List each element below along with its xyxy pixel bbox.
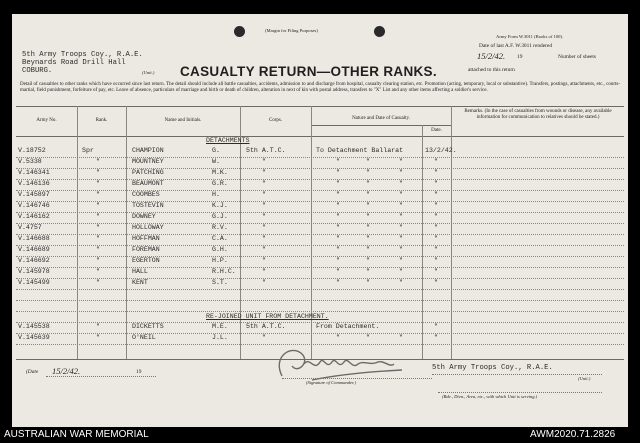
archive-caption-bar <box>0 427 640 443</box>
army-no-cell: V.145978 <box>18 268 50 275</box>
rank-cell: " <box>96 213 100 220</box>
initials-cell: W. <box>212 158 220 165</box>
unit-line: 5th Army Troops Coy., R.A.E. <box>22 51 143 59</box>
ditto-mark: " <box>399 279 403 286</box>
col-rank: Rank. <box>95 118 108 123</box>
rank-cell: Spr <box>82 147 94 154</box>
initials-cell: J.L. <box>212 334 228 341</box>
archive-id: AWM2020.71.2826 <box>530 429 616 440</box>
ditto-mark: " <box>366 279 370 286</box>
signature-caption: (Signature of Commander.) <box>306 380 356 385</box>
corps-cell: " <box>262 213 266 220</box>
date-cell: " <box>434 268 438 275</box>
rank-cell: " <box>96 180 100 187</box>
col-nature: Nature and Date of Casualty. <box>352 116 410 121</box>
nature-cell: " <box>336 191 340 198</box>
ditto-mark: " <box>366 334 370 341</box>
col-army-no: Army No. <box>36 118 57 123</box>
initials-cell: G.J. <box>212 213 228 220</box>
rank-cell: " <box>96 202 100 209</box>
surname-cell: EGERTON <box>132 257 160 264</box>
nature-cell: " <box>336 279 340 286</box>
ditto-mark: " <box>366 224 370 231</box>
nature-cell: " <box>336 169 340 176</box>
rank-cell: " <box>96 158 100 165</box>
date-cell: " <box>434 235 438 242</box>
initials-cell: M.E. <box>212 323 228 330</box>
surname-cell: PATCHING <box>132 169 164 176</box>
last-af-date: 15/2/42. <box>477 51 506 61</box>
ditto-mark: " <box>366 180 370 187</box>
col-corps: Corps. <box>268 118 283 123</box>
initials-cell: R.V. <box>212 224 228 231</box>
corps-cell: " <box>262 180 266 187</box>
corps-cell: " <box>262 202 266 209</box>
nature-cell: " <box>336 224 340 231</box>
ditto-mark: " <box>366 213 370 220</box>
initials-cell: S.T. <box>212 279 228 286</box>
nature-cell: From Detachment. <box>316 323 380 330</box>
surname-cell: MOUNTNEY <box>132 158 164 165</box>
army-no-cell: V.146688 <box>18 235 50 242</box>
date-cell: " <box>434 180 438 187</box>
punch-hole <box>374 26 385 37</box>
ditto-mark: " <box>399 191 403 198</box>
date-cell: " <box>434 191 438 198</box>
unit-caption: (Unit.) <box>142 70 155 75</box>
ditto-mark: " <box>399 224 403 231</box>
army-no-cell: V.146689 <box>18 246 50 253</box>
ditto-mark: " <box>399 268 403 275</box>
corps-cell: " <box>262 246 266 253</box>
surname-cell: HALL <box>132 268 148 275</box>
nature-cell: To Detachment Ballarat <box>316 147 404 154</box>
army-no-cell: V.146136 <box>18 180 50 187</box>
sheets-label: Number of sheets <box>558 54 597 60</box>
army-no-cell: V.18752 <box>18 147 46 154</box>
corps-cell: 5th A.T.C. <box>246 147 286 154</box>
unit-line: COBURG. <box>22 67 53 75</box>
punch-hole <box>234 26 245 37</box>
attached-label: attached to this return <box>468 67 515 73</box>
rank-cell: " <box>96 334 100 341</box>
year-suffix: 19 <box>136 369 142 375</box>
nature-cell: " <box>336 334 340 341</box>
corps-cell: " <box>262 235 266 242</box>
initials-cell: M.K. <box>212 169 228 176</box>
nature-cell: " <box>336 257 340 264</box>
surname-cell: KENT <box>132 279 148 286</box>
initials-cell: G.R. <box>212 180 228 187</box>
surname-cell: HOFFMAN <box>132 235 160 242</box>
ditto-mark: " <box>399 180 403 187</box>
date-cell: " <box>434 202 438 209</box>
margin-note: (Margin for Filing Purposes) <box>265 28 318 33</box>
section-heading: DETACHMENTS <box>206 137 250 144</box>
corps-cell: " <box>262 279 266 286</box>
ditto-mark: " <box>366 191 370 198</box>
initials-cell: H.P. <box>212 257 228 264</box>
ditto-mark: " <box>366 202 370 209</box>
rank-cell: " <box>96 323 100 330</box>
rank-cell: " <box>96 224 100 231</box>
ditto-mark: " <box>366 158 370 165</box>
nature-cell: " <box>336 202 340 209</box>
ditto-mark: " <box>366 268 370 275</box>
date-cell: " <box>434 158 438 165</box>
nature-cell: " <box>336 246 340 253</box>
ditto-mark: " <box>399 246 403 253</box>
army-no-cell: V.145639 <box>18 334 50 341</box>
corps-cell: " <box>262 158 266 165</box>
initials-cell: G. <box>212 147 220 154</box>
col-date: Date. <box>431 128 442 133</box>
army-no-cell: V.146746 <box>18 202 50 209</box>
corps-cell: " <box>262 169 266 176</box>
ditto-mark: " <box>399 213 403 220</box>
surname-cell: TOSTEVIN <box>132 202 164 209</box>
army-no-cell: V.146692 <box>18 257 50 264</box>
date-cell: " <box>434 323 438 330</box>
date-cell: " <box>434 257 438 264</box>
surname-cell: HOLLOWAY <box>132 224 164 231</box>
ditto-mark: " <box>399 334 403 341</box>
army-no-cell: V.146341 <box>18 169 50 176</box>
return-date: 15/2/42. <box>52 366 81 376</box>
army-no-cell: V.5338 <box>18 158 42 165</box>
corps-cell: 5th A.T.C. <box>246 323 286 330</box>
date-cell: " <box>434 213 438 220</box>
page-title: CASUALTY RETURN—OTHER RANKS. <box>180 64 437 79</box>
unit-line: Beynards Road Drill Hall <box>22 59 126 67</box>
ditto-mark: " <box>366 257 370 264</box>
initials-cell: G.H. <box>212 246 228 253</box>
initials-cell: R.H.C. <box>212 268 236 275</box>
rank-cell: " <box>96 268 100 275</box>
corps-cell: " <box>262 191 266 198</box>
surname-cell: DICKETTS <box>132 323 164 330</box>
col-remarks: Remarks. (In the case of casualties from wounds or disease, any available information for communication to relatives should be stated.) <box>464 109 612 120</box>
corps-cell: " <box>262 257 266 264</box>
army-no-cell: V.145538 <box>18 323 50 330</box>
col-name: Name and Initials. <box>164 118 202 123</box>
ditto-mark: " <box>399 202 403 209</box>
initials-cell: K.J. <box>212 202 228 209</box>
surname-cell: O'NEIL <box>132 334 156 341</box>
date-cell: " <box>434 279 438 286</box>
nature-cell: " <box>336 235 340 242</box>
footer-unit: 5th Army Troops Coy., R.A.E. <box>432 364 553 372</box>
nature-cell: " <box>336 180 340 187</box>
last-af-label: Date of last A.F. W.3011 rendered <box>479 43 553 49</box>
surname-cell: CHAMPION <box>132 147 164 154</box>
surname-cell: DOWNEY <box>132 213 156 220</box>
ditto-mark: " <box>399 235 403 242</box>
year-suffix: 19 <box>517 54 523 60</box>
rank-cell: " <box>96 279 100 286</box>
surname-cell: BEAUMONT <box>132 180 164 187</box>
army-no-cell: V.146162 <box>18 213 50 220</box>
ditto-mark: " <box>366 169 370 176</box>
bde-caption: (Bde., Divn., Area, etc., with which Unit is serving.) <box>442 394 538 399</box>
army-no-cell: V.145499 <box>18 279 50 286</box>
form-id: Army Form W.3011 (Books of 100). <box>496 34 564 39</box>
date-cell: " <box>434 169 438 176</box>
rank-cell: " <box>96 257 100 264</box>
corps-cell: " <box>262 224 266 231</box>
nature-cell: " <box>336 158 340 165</box>
date-cell: " <box>434 224 438 231</box>
ditto-mark: " <box>399 169 403 176</box>
ditto-mark: " <box>366 246 370 253</box>
army-no-cell: V.145897 <box>18 191 50 198</box>
casualty-table <box>16 106 624 360</box>
unit-caption: (Unit.) <box>578 376 591 381</box>
corps-cell: " <box>262 334 266 341</box>
ditto-mark: " <box>366 235 370 242</box>
instructions: Detail of casualties to other ranks which have occurred since last return. The detail should include all battle casualties, accidents, admission to and discharge from hospital, casualty clearing station, etc. Promotion (acting, temporary, local or substantive). Transfers, postings, attachments, etc., courts-martial, field punishment, forfeiture of pay, etc. Leave of absence, particulars of marriage and birth or death of children, alteration in next of kin with postal address, transfers to "X" List and any other items affecting a soldier's service. <box>20 82 620 93</box>
ditto-mark: " <box>399 257 403 264</box>
rank-cell: " <box>96 191 100 198</box>
section-heading: RE-JOINED UNIT FROM DETACHMENT. <box>206 313 329 320</box>
date-cell: " <box>434 246 438 253</box>
nature-cell: " <box>336 213 340 220</box>
ditto-mark: " <box>399 158 403 165</box>
initials-cell: H. <box>212 191 220 198</box>
nature-cell: " <box>336 268 340 275</box>
army-no-cell: V.4757 <box>18 224 42 231</box>
form-sheet <box>12 14 628 427</box>
surname-cell: COOMBES <box>132 191 160 198</box>
rank-cell: " <box>96 169 100 176</box>
date-label: (Date <box>26 369 39 375</box>
rank-cell: " <box>96 235 100 242</box>
corps-cell: " <box>262 268 266 275</box>
date-cell: 13/2/42. <box>425 147 457 154</box>
initials-cell: C.A. <box>212 235 228 242</box>
rank-cell: " <box>96 246 100 253</box>
archive-name: AUSTRALIAN WAR MEMORIAL <box>4 429 149 440</box>
date-cell: " <box>434 334 438 341</box>
surname-cell: FOREMAN <box>132 246 160 253</box>
